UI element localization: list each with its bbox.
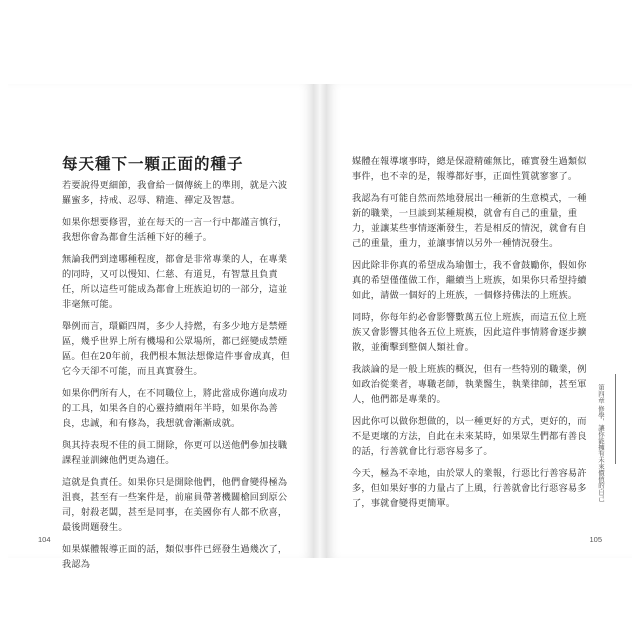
paragraph: 如果你們所有人，在不同職位上，將此當成你邁向成功的工具，如果各自的心靈持續兩年半時，如果你為善良，忠誠，和有修為，我想就會漸漸成就。 xyxy=(62,388,288,429)
paragraph: 同時，你每年約必會影響數萬五位上班族，而這五位上班族又會影響其他各五位上班族，因此這件事情將會逐步擴散，並衝擊到整個人類社會。 xyxy=(352,312,587,353)
paragraph: 我認為有可能自然而然地發展出一種新的生意模式，一種新的職業，一旦談到某種規模，就會有自己的重量，重力，並讓某些事情逐漸發生，若是相反的情況，就會有自己的重量，重力，並讓事情以另外一種情況發生。 xyxy=(352,193,587,249)
left-page xyxy=(8,84,314,570)
paragraph: 因此你可以做你想做的，以一種更好的方式，更好的，而不是更壞的方法，自此在未來某時，如果眾生們都有善良的話，行善就會比行惡容易多了。 xyxy=(352,416,587,457)
paragraph: 媒體在報導壞事時，總是保證精確無比，確實發生過類似事件，也不幸的是，報導都好事，正面性質就寥寥了。 xyxy=(352,156,587,182)
left-page-body xyxy=(62,154,294,579)
paragraph: 如果你想要修習，並在每天的一言一行中都謹言慎行，我想你會為都會生活種下好的種子。 xyxy=(62,217,288,243)
paragraph: 我談論的是一般上班族的概況，但有一些特別的職業，例如政治從業者，專職老師，執業醫生，執業律師，甚至軍人，他們都是專業的。 xyxy=(352,364,587,405)
paragraph: 若要說得更細節，我會給一個傳統上的準則，就是六波羅蜜多，持戒、忍辱、精進、禪定及智慧。 xyxy=(62,180,288,206)
running-head: 第四章 修學，讓你能擁有未來價值的自己 xyxy=(597,384,605,502)
right-page-body xyxy=(352,154,590,518)
paragraph: 如果媒體報導正面的話，類似事件已經發生過幾次了，我認為 xyxy=(62,544,288,570)
paragraph: 這就是負責任。如果你只是開除他們，他們會變得極為沮喪，甚至有一些案件是，前雇員帶著機關槍回到原公司，射殺老闆，甚至是同事，在美國你有人都不欣喜，最後問題發生。 xyxy=(62,477,288,533)
paragraph: 無論我們到達哪種程度，都會是非常專業的人，在專業的同時，又可以慢知、仁慈、有道見，有智慧且負責任，所以這些可能成為都會上班族迫切的一部分，這並非毫無可能。 xyxy=(62,254,288,310)
paragraph: 與其持表現不佳的員工開除，你更可以送他們參加技職課程並訓練他們更為適任。 xyxy=(62,440,288,466)
page-number: 104 xyxy=(38,535,51,544)
page-number: 105 xyxy=(589,535,602,544)
paragraph: 舉例而言，環顧四周，多少人持燃，有多少地方是禁煙區，幾乎世界上所有機場和公眾場所，都已經變成禁煙區。但在20年前，我們根本無法想像這件事會成真，但它今天卻不可能，而且真實發生。 xyxy=(62,321,291,377)
book-gutter xyxy=(314,84,326,558)
paragraph: 今天，極為不幸地，由於眾人的業報，行惡比行善容易許多，但如果好事的力量占了上風，行善就會比行惡容易多了，事就會變得更簡單。 xyxy=(352,468,587,509)
section-title: 每天種下一顆正面的種子 xyxy=(62,154,244,173)
paragraph: 因此除非你真的希望成為瑜伽士，我不會鼓勵你，假如你真的希望僅僅做工作，繼續当上班族，如果你只希望持續如此，請做一個好的上班族，一個修持佛法的上班族。 xyxy=(352,260,587,301)
right-page xyxy=(326,84,632,558)
running-head-rule xyxy=(615,374,616,464)
